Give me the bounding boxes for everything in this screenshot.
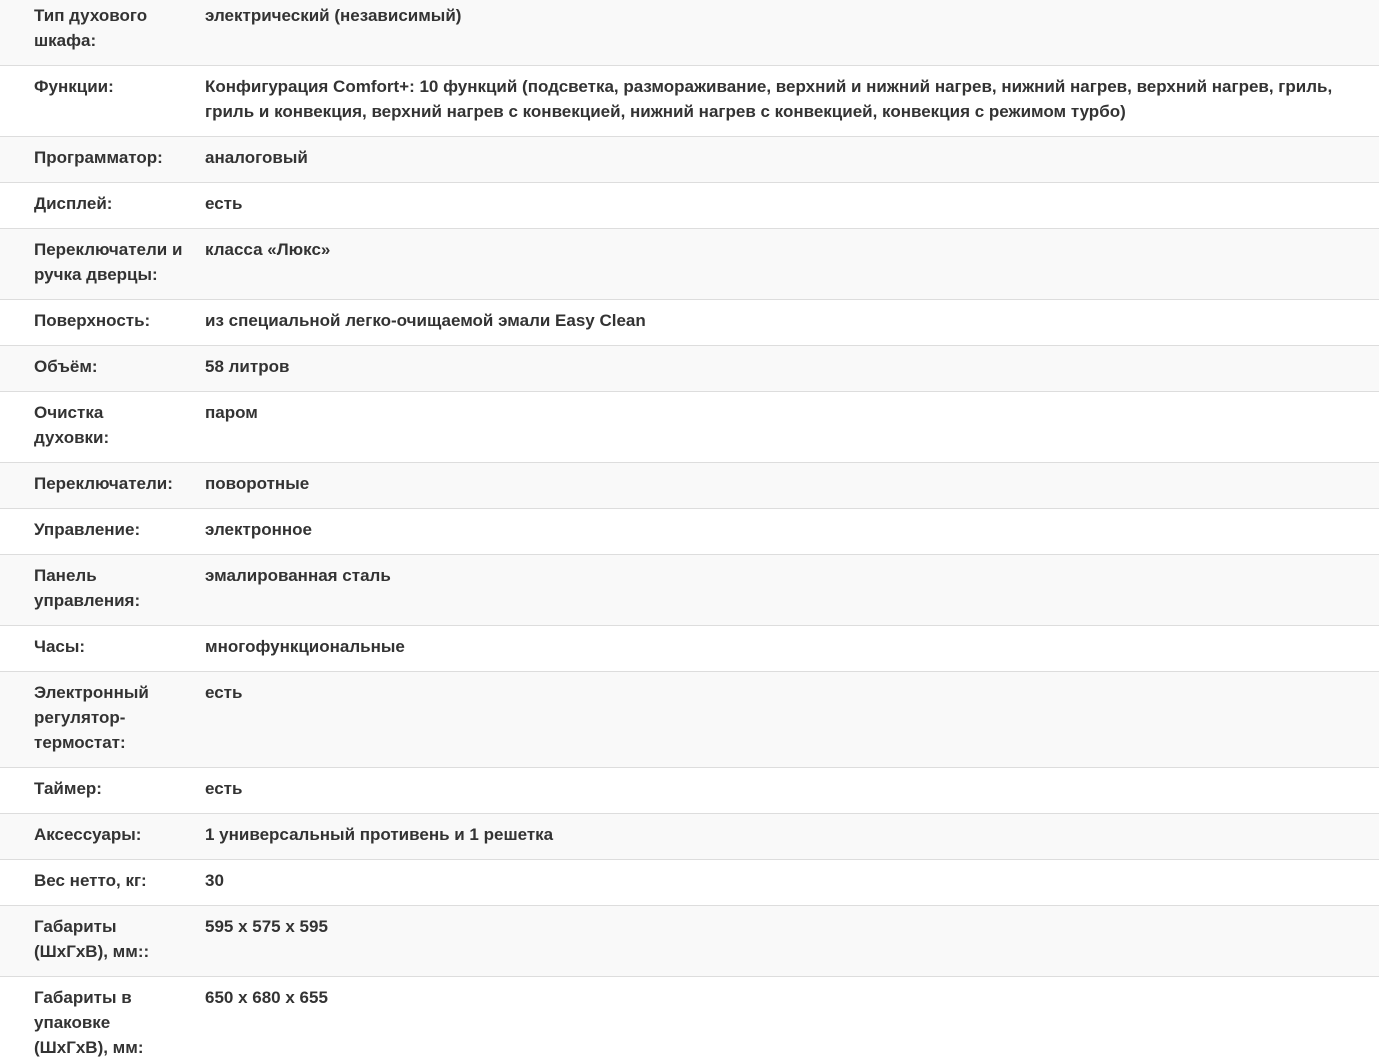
spec-row-display: [0, 183, 1379, 229]
spec-value: из специальной легко-очищаемой эмали Easy Clean: [205, 311, 646, 330]
spec-row-control-panel: [0, 555, 1379, 626]
spec-value: эмалированная сталь: [205, 566, 391, 585]
spec-row-package-dimensions: [0, 977, 1379, 1058]
spec-row-dimensions: [0, 906, 1379, 977]
spec-value: 650 x 680 x 655: [205, 988, 328, 1007]
spec-label: Функции:: [34, 77, 114, 96]
spec-value: 595 x 575 x 595: [205, 917, 328, 936]
spec-label: Очистка духовки:: [34, 403, 110, 447]
spec-row-switches-handle: [0, 229, 1379, 300]
spec-label: Дисплей:: [34, 194, 113, 213]
spec-value: 1 универсальный противень и 1 решетка: [205, 825, 554, 844]
spec-label: Поверхность:: [34, 311, 151, 330]
spec-row-timer: [0, 768, 1379, 814]
spec-row-functions: [0, 66, 1379, 137]
spec-label: Габариты в упаковке (ШхГхВ), мм:: [34, 988, 144, 1057]
spec-label: Объём:: [34, 357, 98, 376]
spec-row-thermostat: [0, 672, 1379, 768]
spec-row-programmer: [0, 137, 1379, 183]
spec-row-volume: [0, 346, 1379, 392]
spec-value: 30: [205, 871, 224, 890]
spec-label: Вес нетто, кг:: [34, 871, 147, 890]
spec-value: есть: [205, 779, 243, 798]
spec-label: Программатор:: [34, 148, 163, 167]
spec-label: Панель управления:: [34, 566, 141, 610]
spec-label: Тип духового шкафа:: [34, 6, 148, 50]
spec-label: Часы:: [34, 637, 86, 656]
spec-row-accessories: [0, 814, 1379, 860]
spec-label: Электронный регулятор-термостат:: [34, 683, 149, 752]
spec-value: многофункциональные: [205, 637, 405, 656]
spec-value: поворотные: [205, 474, 310, 493]
spec-value: есть: [205, 194, 243, 213]
spec-value: класса «Люкс»: [205, 240, 331, 259]
spec-value: есть: [205, 683, 243, 702]
spec-row-control: [0, 509, 1379, 555]
spec-row-surface: [0, 300, 1379, 346]
spec-row-switches: [0, 463, 1379, 509]
spec-row-clock: [0, 626, 1379, 672]
spec-label: Габариты (ШхГхВ), мм::: [34, 917, 150, 961]
spec-value: Конфигурация Comfort+: 10 функций (подсветка, размораживание, верхний и нижний нагрев, нижний нагрев, верхний нагрев, гриль, гриль и конвекция, верхний нагрев с конвекцией, нижний нагрев с конвекцией, конвекция с режимом турбо): [205, 77, 1333, 121]
spec-row-net-weight: [0, 860, 1379, 906]
spec-value: электронное: [205, 520, 312, 539]
spec-label: Переключатели и ручка дверцы:: [34, 240, 183, 284]
spec-value: аналоговый: [205, 148, 308, 167]
spec-label: Управление:: [34, 520, 141, 539]
spec-label: Аксессуары:: [34, 825, 142, 844]
spec-row-oven-type: [0, 0, 1379, 66]
spec-value: паром: [205, 403, 258, 422]
spec-label: Переключатели:: [34, 474, 173, 493]
spec-value: электрический (независимый): [205, 6, 462, 25]
spec-value: 58 литров: [205, 357, 290, 376]
spec-row-cleaning: [0, 392, 1379, 463]
spec-label: Таймер:: [34, 779, 102, 798]
